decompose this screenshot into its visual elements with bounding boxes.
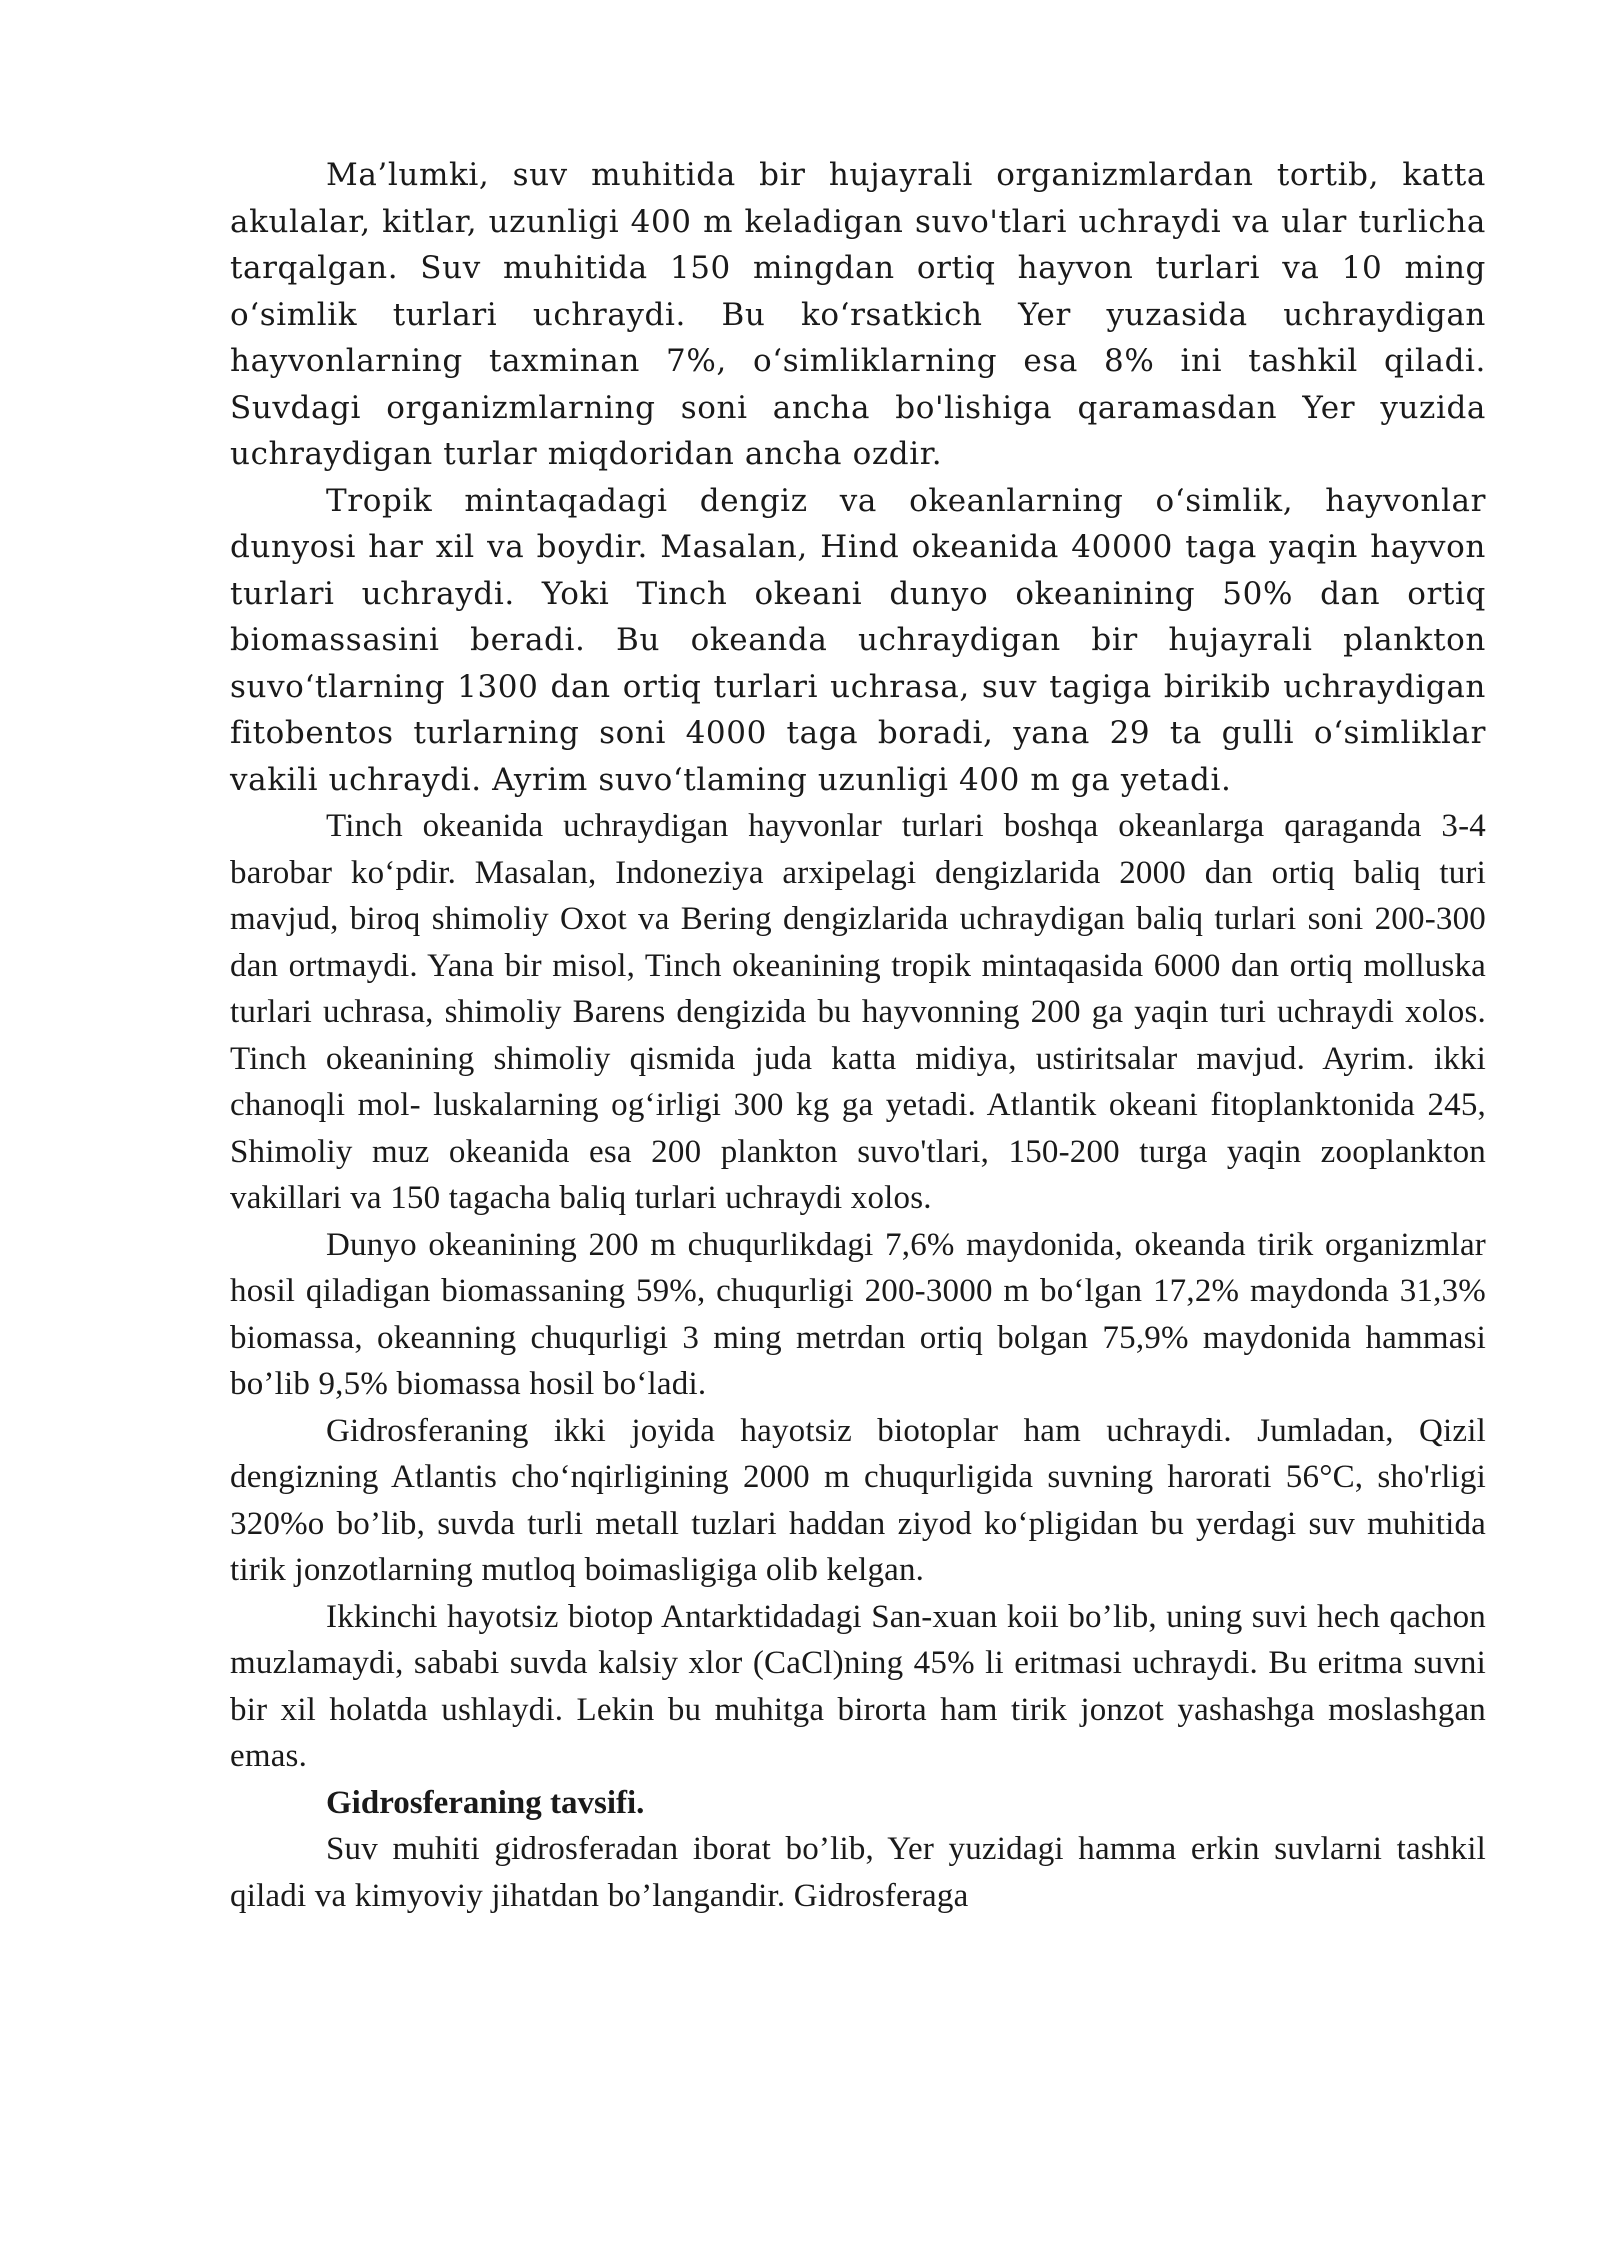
- paragraph-marine-organisms: Ma’lumki, suv muhitida bir hujayrali organizmlardan tortib, katta akulalar, kitlar, uzunligi 400 m keladigan suvo'tlari uchraydi va ular turlicha tarqalgan. Suv muhitida 150 mingdan ortiq hayvon turlari va 10 ming o‘simlik turlari uchraydi. Bu ko‘rsatkich Yer yuzasida uchraydigan hayvonlarning taxminan 7%, o‘simliklarning esa 8% ini tashkil qiladi. Suvdagi organizmlarning soni ancha bo'lishiga qaramasdan Yer yuzida uchraydigan turlar miqdoridan ancha ozdir.: [230, 157, 1486, 472]
- paragraph-san-juan-lake: Ikkinchi hayotsiz biotop Antarktidadagi San-xuan koii bo’lib, uning suvi hech qachon muzlamaydi, sababi suvda kalsiy xlor (CaCl)ning 45% li eritmasi uchraydi. Bu eritma suvni bir xil holatda ushlaydi. Lekin bu muhitga birorta ham tirik jonzot yashashga moslashgan emas.: [230, 1598, 1486, 1774]
- paragraph-tropical-oceans: Tropik mintaqadagi dengiz va okeanlarning o‘simlik, hayvonlar dunyosi har xil va boydir. Masalan, Hind okeanida 40000 taga yaqin hayvon turlari uchraydi. Yoki Tinch okeani dunyo okeanining 50% dan ortiq biomassasini beradi. Bu okeanda uchraydigan bir hujayrali plankton suvo‘tlarning 1300 dan ortiq turlari uchrasa, suv tagiga birikib uchraydigan fitobentos turlarning soni 4000 taga boradi, yana 29 ta gulli o‘simliklar vakili uchraydi. Ayrim suvo‘tlaming uzunligi 400 m ga yetadi.: [230, 482, 1486, 798]
- paragraph-pacific-species: Tinch okeanida uchraydigan hayvonlar turlari boshqa okeanlarga qaraganda 3-4 barobar ko‘pdir. Masalan, Indoneziya arxipelagi dengizlarida 2000 dan ortiq baliq turi mavjud, biroq shimoliy Oxot va Bering dengizlarida uchraydigan baliq turlari soni 200-300 dan ortmaydi. Yana bir misol, Tinch okeanining tropik mintaqasida 6000 dan ortiq molluska turlari uchrasa, shimoliy Barens dengizida bu hayvonning 200 ga yaqin turi uchraydi xolos. Tinch okeanining shimoliy qismida juda katta midiya, ustiritsalar mavjud. Ayrim. ikki chanoqli mol- luskalarning og‘irligi 300 kg ga yetadi. Atlantik okeani fitoplanktonida 245, Shimoliy muz okeanida esa 200 plankton suvo'tlari, 150-200 turga yaqin zooplankton vakillari va 150 tagacha baliq turlari uchraydi xolos.: [230, 808, 1486, 1216]
- paragraph-lifeless-biotopes: Gidrosferaning ikki joyida hayotsiz biotoplar ham uchraydi. Jumladan, Qizil dengizning Atlantis cho‘nqirligining 2000 m chuqurligida suvning harorati 56°C, sho'rligi 320%o bo’lib, suvda turli metall tuzlari haddan ziyod ko‘pligidan bu yerdagi suv muhitida tirik jonzotlarning mutloq boimasligiga olib kelgan.: [230, 1412, 1486, 1588]
- paragraph-ocean-biomass: Dunyo okeanining 200 m chuqurlikdagi 7,6% maydonida, okeanda tirik organizmlar hosil qiladigan biomassaning 59%, chuqurligi 200-3000 m bo‘lgan 17,2% maydonda 31,3% biomassa, okeanning chuqurligi 3 ming metrdan ortiq bolgan 75,9% maydonida hammasi bo’lib 9,5% biomassa hosil bo‘ladi.: [230, 1226, 1486, 1402]
- paragraph-hydrosphere: Suv muhiti gidrosferadan iborat bo’lib, Yer yuzidagi hamma erkin suvlarni tashkil qiladi va kimyoviy jihatdan bo’langandir. Gidrosferaga: [230, 1831, 1486, 1914]
- section-heading: Gidrosferaning tavsifi.: [326, 1784, 645, 1821]
- document-body: [230, 152, 1486, 1919]
